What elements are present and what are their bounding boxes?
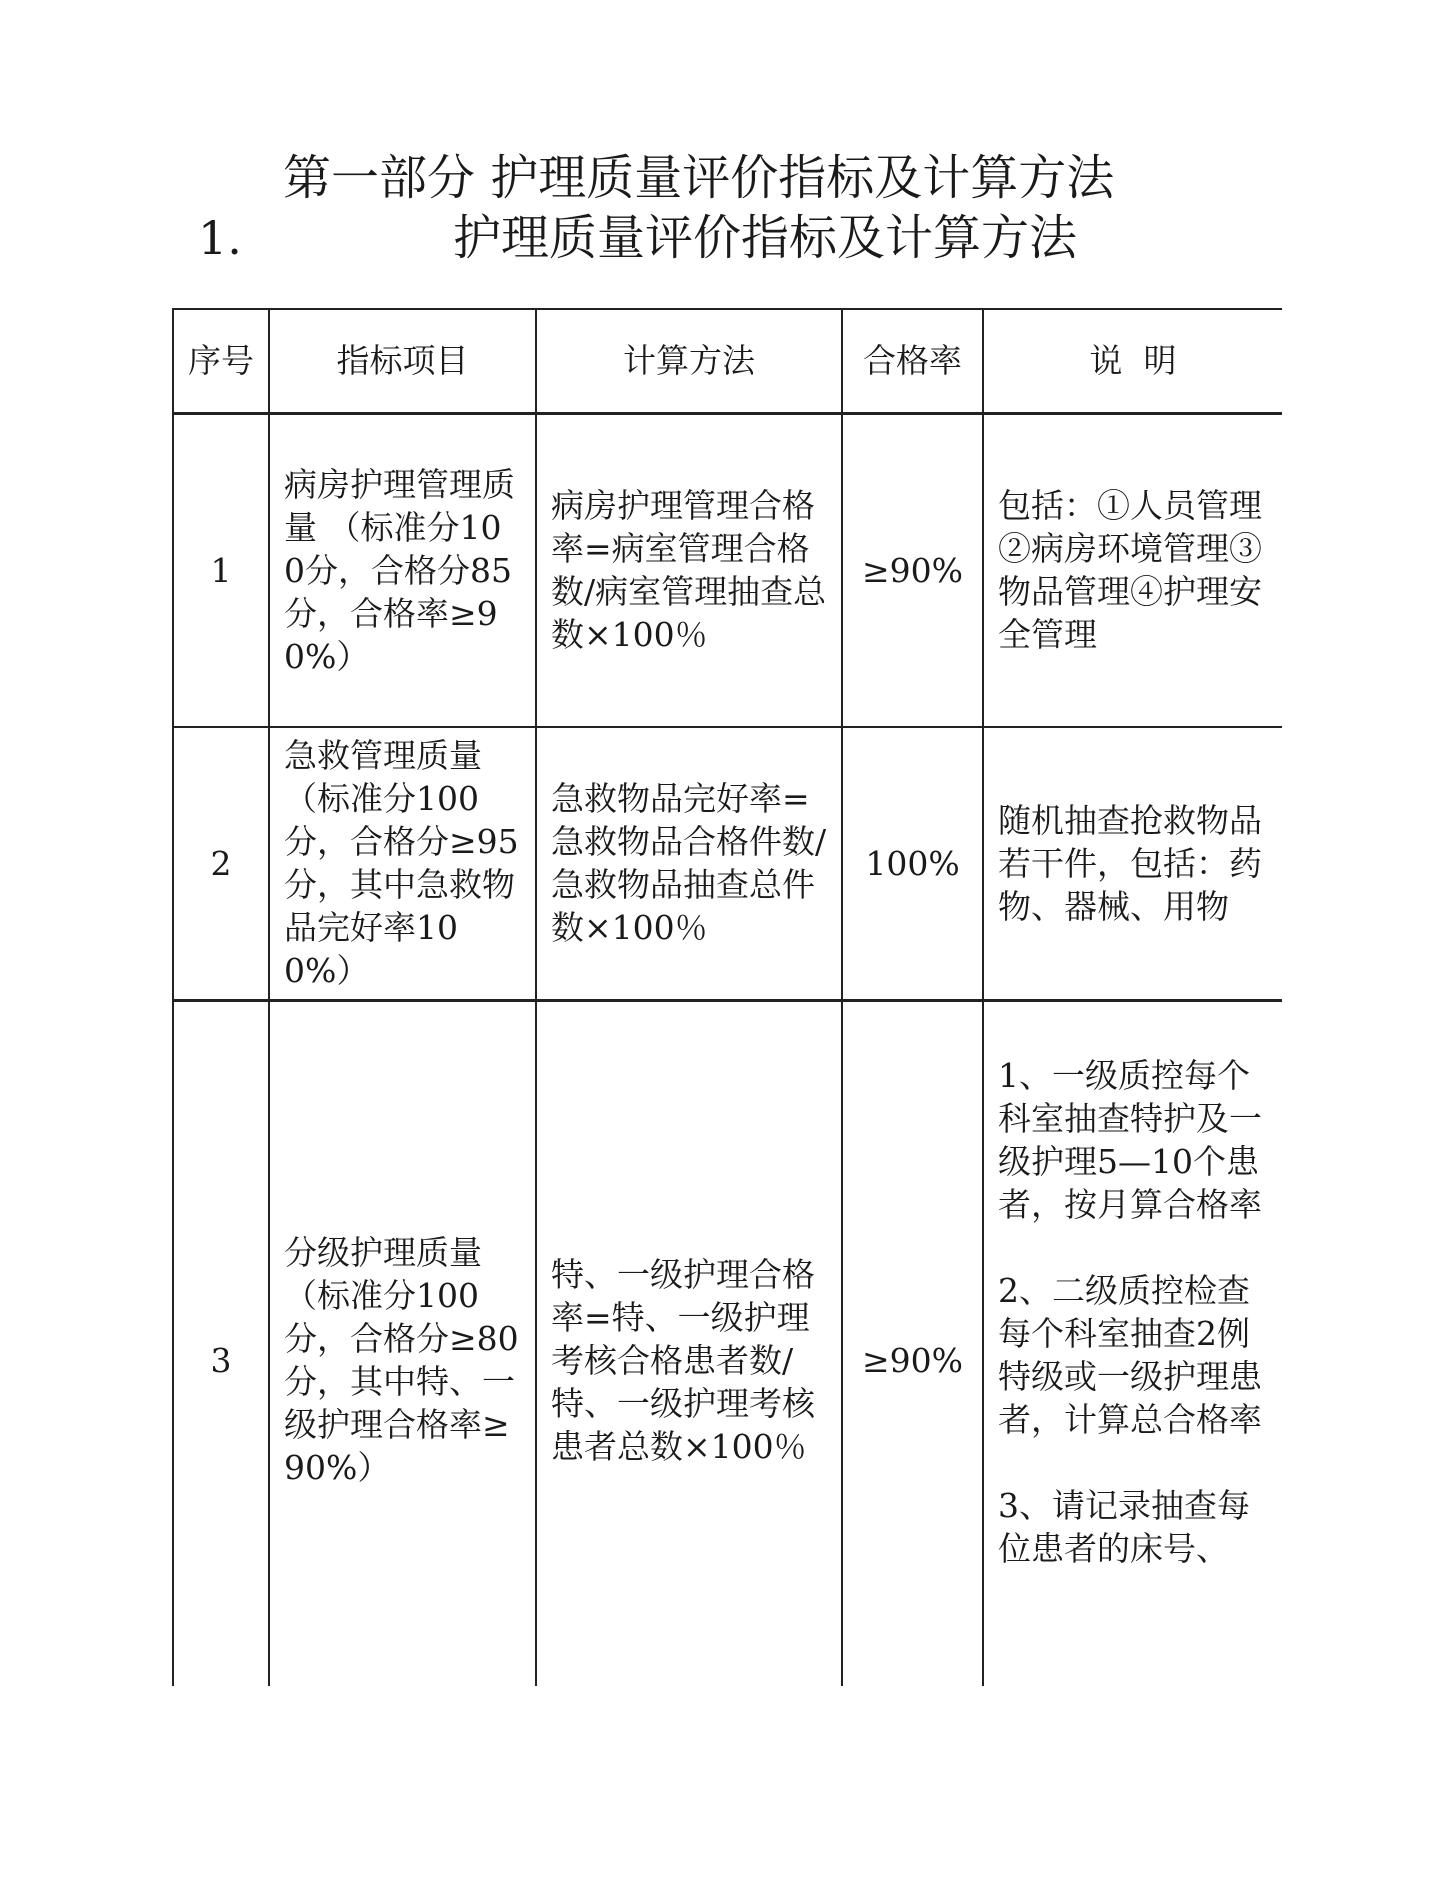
table-row — [173, 413, 1282, 727]
section-title: 护理质量评价指标及计算方法 — [453, 210, 1078, 266]
note-text: 3、请记录抽查每位患者的床号、 — [998, 1485, 1250, 1568]
cell-seq: 1 — [173, 413, 269, 727]
document-title: 第一部分 护理质量评价指标及计算方法 — [283, 150, 1115, 206]
header-method: 计算方法 — [536, 309, 842, 413]
section-number: 1. — [198, 211, 242, 265]
table-header-row — [173, 309, 1282, 413]
cell-method: 特、一级护理合格率=特、一级护理考核合格患者数/特、一级护理考核患者总数×100％ — [536, 1000, 842, 1686]
note-text: 包括：①人员管理 ②病房环境管理③物品管理④护理安全管理 — [998, 486, 1262, 655]
cell-notes — [983, 413, 1282, 727]
cell-seq: 3 — [173, 1000, 269, 1686]
table-row — [173, 727, 1282, 1000]
header-notes: 说 明 — [983, 309, 1282, 413]
cell-pass-rate: ≥90% — [842, 1000, 983, 1686]
cell-seq: 2 — [173, 727, 269, 1000]
note-text: 2、二级质控检查每个科室抽查2例特级或一级护理患者，计算总合格率 — [998, 1270, 1262, 1439]
cell-item: 病房护理管理质量 （标准分100分，合格分85分，合格率≥90%） — [269, 413, 536, 727]
note-text: 随机抽查抢救物品若干件，包括：药物、器械、用物 — [998, 800, 1262, 926]
header-seq: 序号 — [173, 309, 269, 413]
header-pass-rate: 合格率 — [842, 309, 983, 413]
cell-pass-rate: ≥90% — [842, 413, 983, 727]
header-item: 指标项目 — [269, 309, 536, 413]
cell-item: 急救管理质量（标准分100分，合格分≥95分，其中急救物品完好率100%） — [269, 727, 536, 1000]
table-row — [173, 1000, 1282, 1686]
indicator-table-container — [172, 308, 1282, 1686]
cell-method: 病房护理管理合格率=病室管理合格数/病室管理抽查总数×100％ — [536, 413, 842, 727]
cell-pass-rate: 100% — [842, 727, 983, 1000]
cell-method: 急救物品完好率=急救物品合格件数/急救物品抽查总件数×100％ — [536, 727, 842, 1000]
cell-item: 分级护理质量（标准分100分，合格分≥80分，其中特、一级护理合格率≥90%） — [269, 1000, 536, 1686]
note-text: 1、一级质控每个科室抽查特护及一级护理5—10个患者，按月算合格率 — [998, 1055, 1262, 1224]
indicator-table — [172, 308, 1282, 1686]
cell-notes — [983, 1000, 1282, 1686]
cell-notes — [983, 727, 1282, 1000]
